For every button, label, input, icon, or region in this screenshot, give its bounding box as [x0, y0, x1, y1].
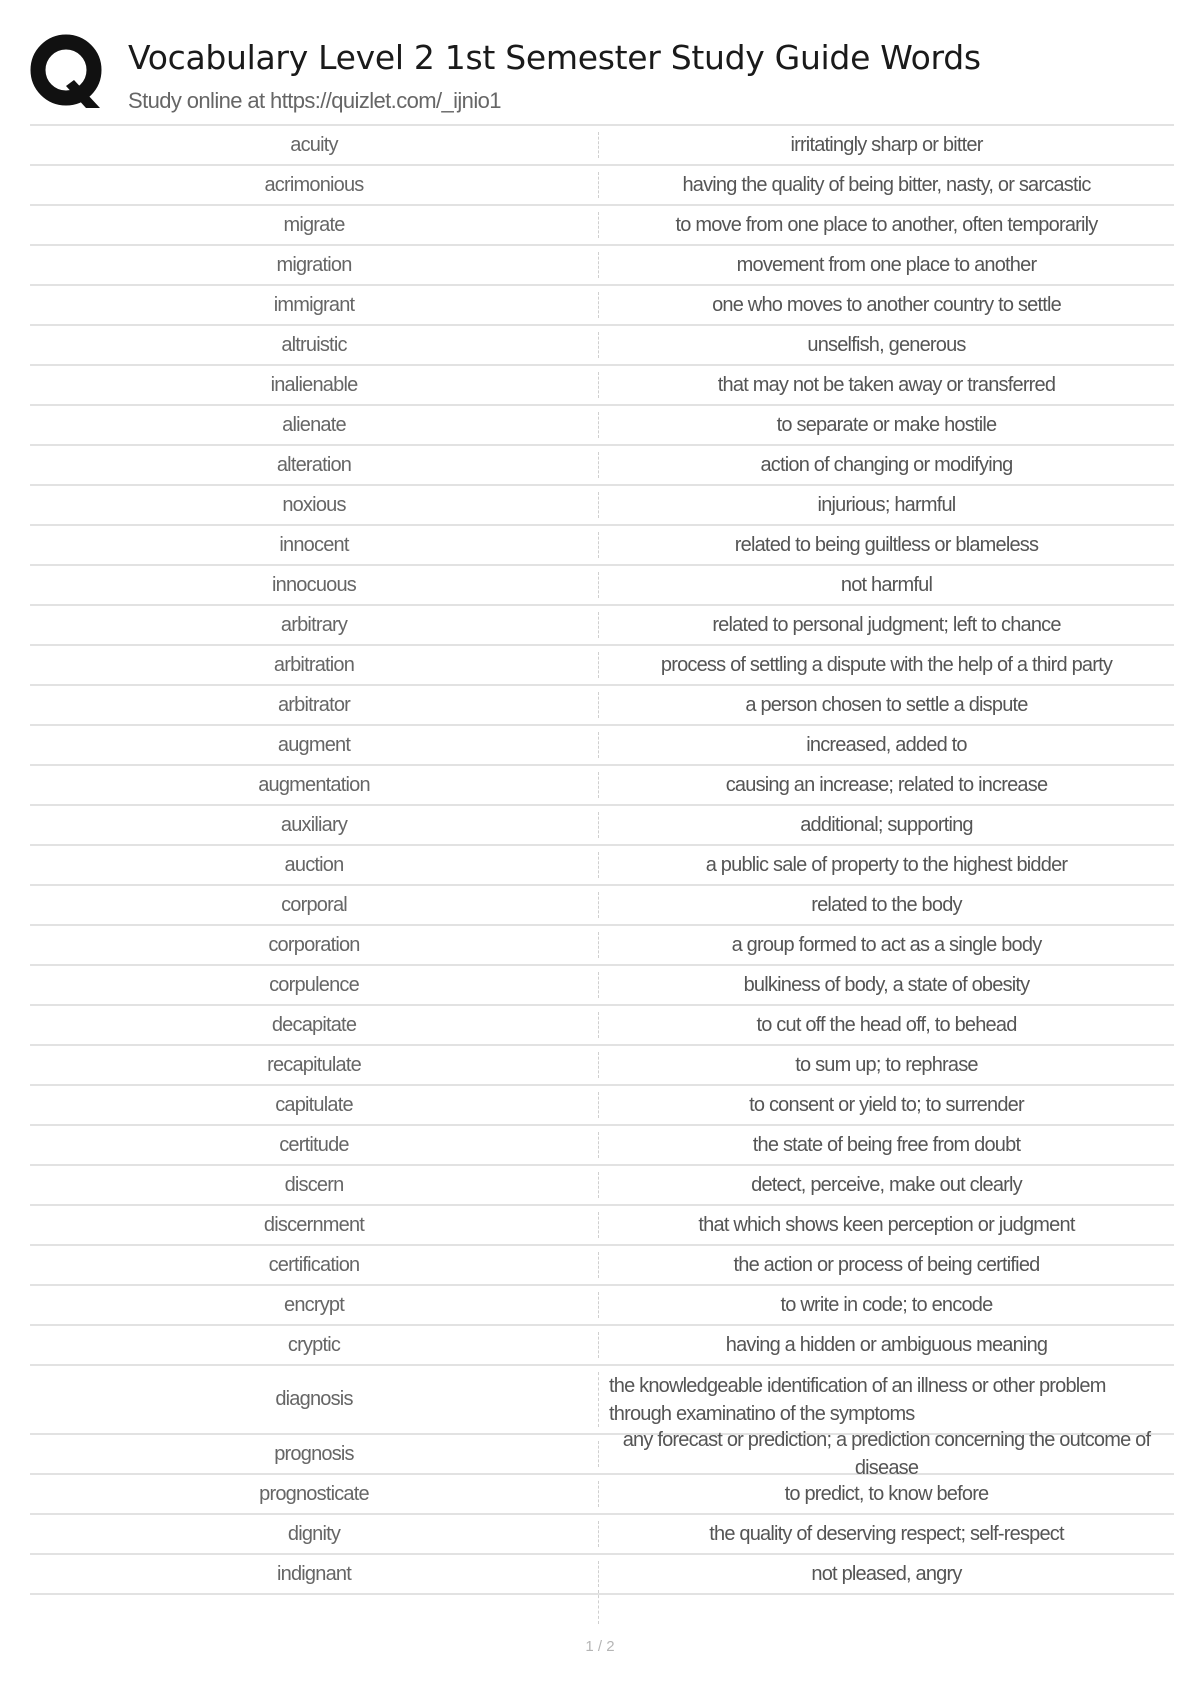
- vocab-term: encrypt: [284, 1293, 344, 1316]
- vocab-row: [30, 686, 1174, 726]
- vocab-row: [30, 1326, 1174, 1366]
- vocab-term: auxiliary: [280, 813, 348, 836]
- vocab-row: [30, 1086, 1174, 1126]
- vocab-term: arbitration: [273, 653, 355, 676]
- vocab-term: arbitrator: [277, 693, 351, 716]
- vocab-definition: process of settling a dispute with the help of a third party: [660, 654, 1113, 676]
- vocab-row: [30, 1126, 1174, 1166]
- vocab-term: decapitate: [271, 1013, 357, 1036]
- vocab-row: [30, 526, 1174, 566]
- vocab-row: [30, 166, 1174, 206]
- vocab-definition: one who moves to another country to settle: [712, 294, 1061, 316]
- vocab-definition: that which shows keen perception or judgment: [698, 1214, 1075, 1236]
- vocab-row: [30, 206, 1174, 246]
- vocab-term: indignant: [277, 1562, 351, 1585]
- vocab-term: certitude: [279, 1133, 349, 1156]
- vocab-term: diagnosis: [275, 1388, 353, 1410]
- vocab-definition: to separate or make hostile: [776, 414, 997, 436]
- vocab-row: [30, 606, 1174, 646]
- vocab-row: [30, 1046, 1174, 1086]
- vocab-definition: the state of being free from doubt: [752, 1134, 1021, 1156]
- vocab-row: [30, 646, 1174, 686]
- vocab-row: [30, 766, 1174, 806]
- vocab-definition: related to the body: [811, 894, 962, 916]
- vocab-row: [30, 1206, 1174, 1246]
- vocab-definition: having the quality of being bitter, nasty, or sarcastic: [682, 174, 1091, 196]
- vocab-term: altruistic: [281, 333, 347, 356]
- vocab-row: [30, 806, 1174, 846]
- page-number: 1 / 2: [585, 1638, 615, 1655]
- vocab-definition: to write in code; to encode: [780, 1294, 993, 1316]
- vocab-row: [30, 1166, 1174, 1206]
- vocab-term: migration: [276, 253, 352, 276]
- vocab-term: alteration: [276, 453, 352, 476]
- vocab-term: corporal: [281, 893, 347, 916]
- study-online-link[interactable]: Study online at https://quizlet.com/_ijnio1: [128, 88, 501, 113]
- vocab-term: corporation: [268, 933, 360, 956]
- vocab-row: [30, 286, 1174, 326]
- page-header: [30, 30, 1170, 120]
- vocab-term: prognosticate: [259, 1482, 369, 1505]
- vocab-term: corpulence: [269, 973, 359, 996]
- vocab-row: [30, 1515, 1174, 1555]
- vocab-row: [30, 1429, 1174, 1479]
- vocab-row: [30, 926, 1174, 966]
- vocab-definition: irritatingly sharp or bitter: [790, 134, 983, 156]
- vocab-term: augmentation: [258, 773, 370, 796]
- vocab-term: migrate: [283, 213, 345, 236]
- vocab-row: [30, 446, 1174, 486]
- vocab-definition: movement from one place to another: [736, 254, 1037, 276]
- quizlet-logo-icon: [30, 34, 110, 114]
- vocab-definition: a public sale of property to the highest bidder: [705, 854, 1068, 876]
- vocab-definition: action of changing or modifying: [760, 454, 1013, 476]
- vocab-row: [30, 886, 1174, 926]
- vocab-definition: to consent or yield to; to surrender: [749, 1094, 1024, 1116]
- vocab-definition: to predict, to know before: [784, 1483, 989, 1505]
- vocab-definition: bulkiness of body, a state of obesity: [743, 974, 1030, 996]
- vocab-term: acuity: [290, 133, 338, 156]
- vocab-row: [30, 1475, 1174, 1515]
- vocab-definition: having a hidden or ambiguous meaning: [725, 1334, 1048, 1356]
- vocab-definition: additional; supporting: [800, 814, 973, 836]
- page-title: Vocabulary Level 2 1st Semester Study Guide Words: [128, 38, 981, 77]
- vocab-row: [30, 406, 1174, 446]
- vocab-definition: that may not be taken away or transferred: [717, 374, 1056, 396]
- vocab-definition: related to personal judgment; left to chance: [712, 614, 1061, 636]
- vocab-term: capitulate: [275, 1093, 353, 1116]
- column-divider-tail: [598, 1590, 599, 1624]
- vocab-row: [30, 726, 1174, 766]
- vocab-term: certification: [268, 1253, 360, 1276]
- vocab-term: innocuous: [272, 573, 356, 596]
- vocab-definition: a group formed to act as a single body: [731, 934, 1042, 956]
- vocab-definition: increased, added to: [806, 734, 967, 756]
- vocab-definition: the action or process of being certified: [733, 1254, 1040, 1276]
- vocab-row: [30, 846, 1174, 886]
- vocab-row: [30, 326, 1174, 366]
- vocab-row: [30, 1286, 1174, 1326]
- vocab-definition: related to being guiltless or blameless: [734, 534, 1039, 556]
- vocab-term: discernment: [263, 1213, 365, 1236]
- vocab-definition: the quality of deserving respect; self-respect: [709, 1523, 1064, 1545]
- vocab-row: [30, 246, 1174, 286]
- vocab-term: recapitulate: [267, 1053, 361, 1076]
- vocab-row: [30, 126, 1174, 166]
- vocab-term: dignity: [287, 1522, 341, 1545]
- vocab-term: inalienable: [270, 373, 358, 396]
- vocab-definition: not harmful: [840, 574, 933, 596]
- vocab-term: auction: [284, 853, 344, 876]
- vocab-term: discern: [284, 1173, 344, 1196]
- vocab-definition: to cut off the head off, to behead: [756, 1014, 1017, 1036]
- vocab-term: innocent: [279, 533, 349, 556]
- vocabulary-table: [30, 124, 1174, 1595]
- vocab-definition: not pleased, angry: [811, 1563, 962, 1585]
- vocab-term: acrimonious: [264, 173, 364, 196]
- vocab-term: noxious: [282, 493, 346, 516]
- vocab-definition: causing an increase; related to increase: [725, 774, 1048, 796]
- vocab-row: [30, 486, 1174, 526]
- vocab-row: [30, 566, 1174, 606]
- vocab-term: immigrant: [273, 293, 355, 316]
- vocab-row: [30, 1555, 1174, 1595]
- vocab-definition: to sum up; to rephrase: [795, 1054, 978, 1076]
- vocab-term: arbitrary: [280, 613, 348, 636]
- vocab-term: cryptic: [287, 1333, 341, 1356]
- vocab-definition: a person chosen to settle a dispute: [745, 694, 1028, 716]
- vocab-definition: injurious; harmful: [817, 494, 956, 516]
- vocab-term: alienate: [282, 413, 346, 436]
- vocab-row: [30, 966, 1174, 1006]
- vocab-definition: detect, perceive, make out clearly: [751, 1174, 1022, 1196]
- vocab-definition: any forecast or prediction; a prediction concerning the outcome of disease: [622, 1429, 1151, 1479]
- vocab-term: augment: [277, 733, 351, 756]
- vocab-row: [30, 366, 1174, 406]
- vocab-definition: to move from one place to another, often temporarily: [675, 214, 1098, 236]
- vocab-definition: unselfish, generous: [807, 334, 966, 356]
- vocab-row: [30, 1246, 1174, 1286]
- vocab-term: prognosis: [274, 1442, 354, 1465]
- vocab-definition: the knowledgeable identification of an illness or other problem through examinatino of the symptoms: [609, 1374, 1106, 1425]
- vocab-row: [30, 1006, 1174, 1046]
